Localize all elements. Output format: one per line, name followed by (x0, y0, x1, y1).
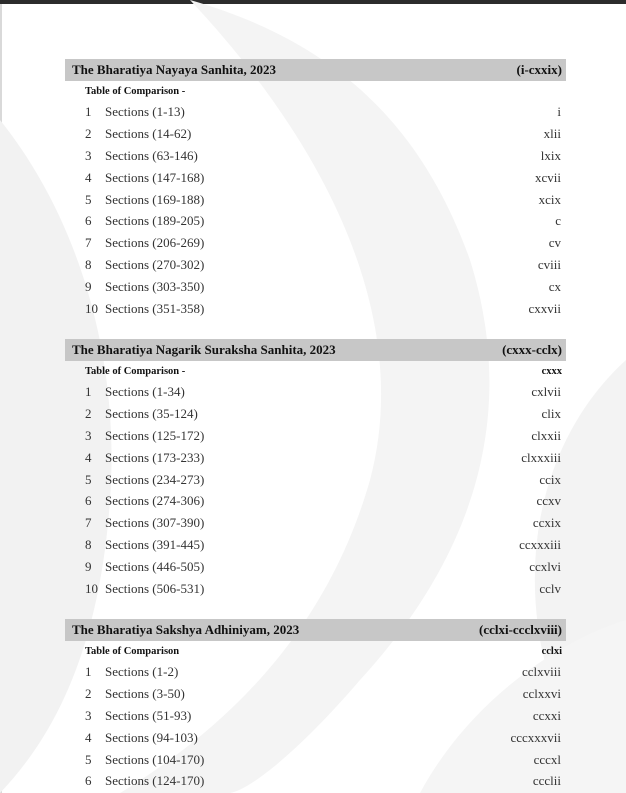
row-number: 4 (85, 449, 92, 465)
row-number: 1 (85, 663, 92, 679)
toc-row[interactable] (65, 683, 566, 705)
sub-page: cxxx (541, 365, 562, 377)
toc-row[interactable] (65, 403, 566, 425)
row-number: 8 (85, 257, 92, 273)
row-number: 1 (85, 103, 92, 119)
toc-row[interactable] (65, 661, 566, 683)
row-label: Sections (307-390) (105, 515, 205, 531)
row-number: 3 (85, 147, 92, 163)
toc-row[interactable] (65, 232, 566, 254)
row-page: cxxvii (528, 300, 561, 316)
row-label: Sections (506-531) (105, 580, 205, 596)
row-label: Sections (303-350) (105, 279, 205, 295)
toc-row[interactable] (65, 101, 566, 123)
row-page: cviii (537, 257, 561, 273)
row-page: cccxl (533, 751, 561, 767)
row-page: clxxii (531, 427, 561, 443)
row-page: ccclii (532, 773, 561, 789)
toc-row[interactable] (65, 705, 566, 727)
row-number: 7 (85, 235, 92, 251)
sub-label: Table of Comparison - (85, 365, 186, 377)
sub-label: Table of Comparison (85, 645, 180, 657)
row-label: Sections (147-168) (105, 169, 205, 185)
row-page: c (555, 213, 561, 229)
row-number: 2 (85, 685, 92, 701)
row-page: ccxxi (532, 707, 561, 723)
row-page: cclv (539, 580, 561, 596)
row-label: Sections (14-62) (105, 125, 192, 141)
row-label: Sections (35-124) (105, 405, 198, 421)
row-page: cclxxvi (522, 685, 561, 701)
row-label: Sections (189-205) (105, 213, 205, 229)
row-page: cv (548, 235, 561, 251)
toc-row[interactable] (65, 381, 566, 403)
row-number: 10 (85, 300, 98, 316)
row-number: 2 (85, 405, 92, 421)
row-label: Sections (274-306) (105, 493, 205, 509)
row-number: 7 (85, 515, 92, 531)
row-page: ccxv (536, 493, 561, 509)
row-number: 3 (85, 427, 92, 443)
row-page: xcix (538, 191, 561, 207)
row-number: 2 (85, 125, 92, 141)
row-label: Sections (63-146) (105, 147, 198, 163)
row-label: Sections (234-273) (105, 471, 205, 487)
toc-row[interactable] (65, 210, 566, 232)
toc-section-bns (65, 59, 566, 320)
section-page-range: (cxxx-cclx) (502, 342, 562, 357)
toc-row[interactable] (65, 727, 566, 749)
toc-row[interactable] (65, 469, 566, 491)
row-label: Sections (169-188) (105, 191, 205, 207)
row-page: lxix (540, 147, 561, 163)
row-label: Sections (173-233) (105, 449, 205, 465)
toc-row[interactable] (65, 145, 566, 167)
row-number: 5 (85, 751, 92, 767)
section-title: The Bharatiya Nayaya Sanhita, 2023 (72, 62, 277, 77)
toc-row[interactable] (65, 749, 566, 771)
section-title: The Bharatiya Sakshya Adhiniyam, 2023 (72, 622, 300, 637)
toc-row[interactable] (65, 276, 566, 298)
toc-row[interactable] (65, 254, 566, 276)
row-page: ccxlvi (529, 559, 561, 575)
row-number: 3 (85, 707, 92, 723)
toc-section-bnss (65, 339, 566, 600)
sub-label: Table of Comparison - (85, 85, 186, 97)
row-number: 5 (85, 191, 92, 207)
row-page: ccxix (532, 515, 561, 531)
table-of-comparison-heading (65, 641, 566, 661)
row-label: Sections (125-172) (105, 427, 205, 443)
row-page: cx (548, 279, 561, 295)
row-label: Sections (124-170) (105, 773, 205, 789)
row-number: 9 (85, 279, 92, 295)
section-header[interactable] (65, 339, 566, 361)
toc-row[interactable] (65, 556, 566, 578)
row-page: cclxviii (522, 663, 561, 679)
table-of-comparison-heading (65, 81, 566, 101)
row-label: Sections (1-13) (105, 103, 185, 119)
toc-row[interactable] (65, 425, 566, 447)
row-page: cxlvii (531, 383, 561, 399)
row-number: 10 (85, 580, 98, 596)
row-label: Sections (104-170) (105, 751, 205, 767)
row-number: 9 (85, 559, 92, 575)
row-label: Sections (1-34) (105, 383, 185, 399)
row-label: Sections (94-103) (105, 729, 198, 745)
row-label: Sections (351-358) (105, 300, 205, 316)
row-label: Sections (270-302) (105, 257, 205, 273)
toc-section-bsa (65, 619, 566, 792)
toc-row[interactable] (65, 534, 566, 556)
section-title: The Bharatiya Nagarik Suraksha Sanhita, 2023 (72, 342, 336, 357)
row-number: 6 (85, 493, 92, 509)
row-number: 4 (85, 169, 92, 185)
row-page: clxxxiii (521, 449, 561, 465)
toc-row[interactable] (65, 123, 566, 145)
toc-row[interactable] (65, 298, 566, 320)
section-header[interactable] (65, 59, 566, 81)
row-page: i (557, 103, 561, 119)
toc-row[interactable] (65, 167, 566, 189)
toc-row[interactable] (65, 578, 566, 600)
table-of-comparison-heading (65, 361, 566, 381)
row-label: Sections (391-445) (105, 537, 205, 553)
row-page: ccix (539, 471, 561, 487)
toc-row[interactable] (65, 189, 566, 211)
row-label: Sections (446-505) (105, 559, 205, 575)
row-page: xcvii (535, 169, 561, 185)
toc-row[interactable] (65, 447, 566, 469)
toc-row[interactable] (65, 770, 566, 792)
row-number: 6 (85, 773, 92, 789)
row-number: 8 (85, 537, 92, 553)
row-page: xlii (543, 125, 561, 141)
row-label: Sections (51-93) (105, 707, 192, 723)
row-number: 4 (85, 729, 92, 745)
section-page-range: (i-cxxix) (516, 62, 562, 77)
toc-row[interactable] (65, 512, 566, 534)
section-page-range: (cclxi-ccclxviii) (478, 622, 562, 637)
toc-row[interactable] (65, 490, 566, 512)
row-number: 6 (85, 213, 92, 229)
row-page: clix (541, 405, 561, 421)
row-label: Sections (1-2) (105, 663, 179, 679)
row-page: ccxxxiii (519, 537, 561, 553)
row-label: Sections (206-269) (105, 235, 205, 251)
row-label: Sections (3-50) (105, 685, 185, 701)
row-page: cccxxxvii (510, 729, 561, 745)
row-number: 1 (85, 383, 92, 399)
row-number: 5 (85, 471, 92, 487)
section-header[interactable] (65, 619, 566, 641)
sub-page: cclxi (541, 645, 562, 657)
